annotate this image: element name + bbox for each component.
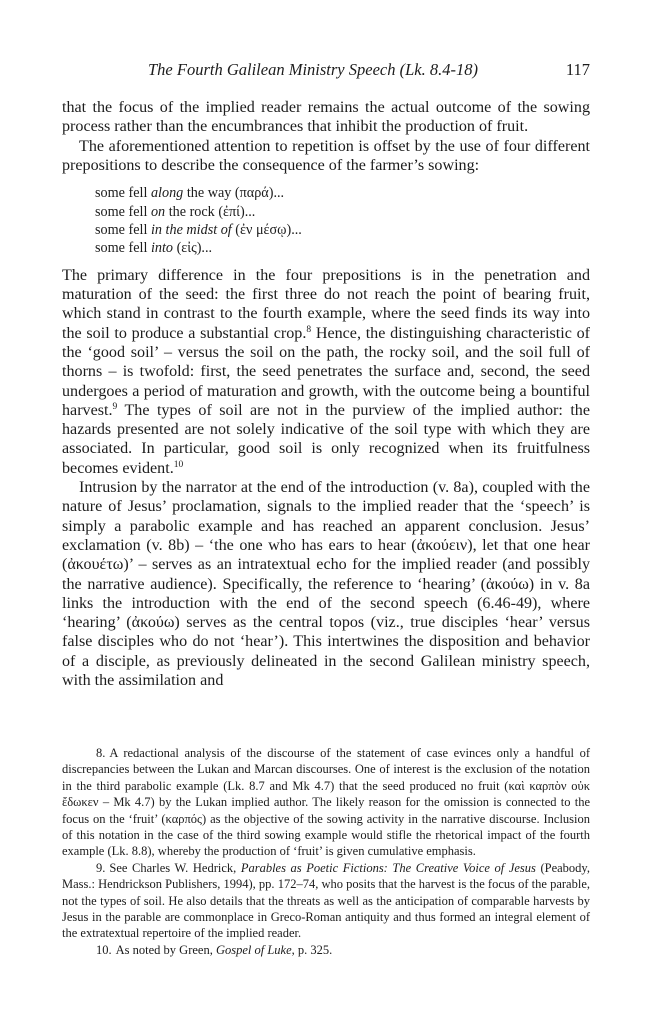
running-header — [62, 60, 590, 82]
running-title: The Fourth Galilean Ministry Speech (Lk. 8.4-18) — [148, 60, 478, 79]
footnote-10: 10. As noted by Green, Gospel of Luke, p. 325. — [62, 942, 590, 958]
paragraph-4: Intrusion by the narrator at the end of the introduction (v. 8a), coupled with the nature of Jesus’ proclamation, signals to the implied reader that the ‘speech’ is simply a parabolic example and has reached an apparent conclusion. Jesus’ exclamation (v. 8b) – ‘the one who has ears to hear (ἀκούειν), let that one hear (ἀκουέτω)’ – serves as an intratextual echo for the implied reader (and possibly the narrative audience). Specifically, the reference to ‘hearing’ (ἀκούω) in v. 8a links the introduction with the end of the second speech (6.46-49), where ‘hearing’ (ἀκούω) serves as the central topos (viz., true disciples ‘hear’ versus false disciples who do not ‘hear’). This intertwines the disposition and behavior of a disciple, as previously delineated in the second Galilean ministry speech, with the assimilation and — [62, 479, 590, 690]
footnote-9: 9. See Charles W. Hedrick, Parables as Poetic Fictions: The Creative Voice of Jesus (Peabody, Mass.: Hendrickson Publishers, 1994), pp. 172–74, who posits that the harvest is the focus of the parable, not the types of soil. He also details that the threats as well as the anticipation of comparable harvests by Jesus in the parable are commonplace in Greco-Roman antiquity and thus formed an integral element of the extratextual repertoire of the implied reader. — [62, 860, 590, 941]
main-text — [62, 98, 590, 690]
preposition-examples — [95, 184, 590, 258]
footnote-8: 8. A redactional analysis of the discourse of the statement of case evinces only a handful of discrepancies between the Lukan and Marcan discourses. One of interest is the exclusion of the notation in the third parabolic example (Lk. 8.7 and Mk 4.7) that the seed produced no fruit (καὶ καρπὸν οὐκ ἔδωκεν – Mk 4.7) by the Lukan implied author. The likely reason for the omission is connected to the focus on the ‘fruit’ (καρπός) as the objective of the sowing activity in the narrative discourse. Inclusion of this notation in the case of the third sowing example would stifle the rhetorical impact of the fourth example (Lk. 8.8), whereby the production of ‘fruit’ is given cumulative emphasis. — [62, 746, 590, 859]
preposition-emphasis: into — [150, 240, 174, 257]
book-title: Parables as Poetic Fictions: The Creative Voice of Jesus — [240, 860, 536, 875]
book-title: Gospel of Luke — [215, 942, 292, 957]
preposition-emphasis: along — [150, 185, 184, 202]
preposition-emphasis: in the midst of — [150, 222, 232, 238]
example-line: some fell into (εἰς)... — [95, 240, 213, 257]
example-line: some fell on the rock (ἐπί)... — [95, 203, 256, 220]
example-line: some fell in the midst of (ἐν μέσῳ)... — [95, 222, 302, 238]
footnote-number: 10. — [96, 942, 112, 957]
paragraph-1: that the focus of the implied reader remains the actual outcome of the sowing process rather than the encumbrances that inhibit the production of fruit. — [62, 99, 590, 136]
footnote-ref: 8 — [306, 324, 312, 335]
footnote-number: 8. — [96, 746, 106, 760]
paragraph-2: The aforementioned attention to repetition is offset by the use of four different prepositions to describe the consequence of the farmer’s sowing: — [62, 137, 590, 174]
preposition-emphasis: on — [150, 203, 166, 220]
footnotes — [62, 745, 590, 958]
example-line: some fell along the way (παρά)... — [95, 185, 285, 202]
page-number: 117 — [565, 60, 590, 79]
footnote-number: 9. — [96, 860, 106, 875]
paragraph-3: The primary difference in the four prepositions is in the penetration and maturation of the seed: the first three do not reach the point of bearing fruit, which stand in contrast to the fourth example, where the seed finds its way into the soil to produce a substantial crop.$^8$ Hence, the distinguishing characteristic of the ‘good soil’ – versus the soil on the path, the rocky soil, and the soil full of thorns – is twofold: first, the seed penetrates the surface and, second, the seed undergoes a period of maturation and growth, with the outcome being a bountiful harvest.$^9$ The types of soil are not in the purview of the implied author: the hazards presented are not solely indicative of the soil type with which they are associated. In particular, good soil is only recognized when its fruitfulness becomes evident.$^{10}$ — [62, 266, 590, 477]
footnote-ref: 9 — [112, 401, 118, 412]
footnote-ref: 10 — [173, 459, 184, 470]
